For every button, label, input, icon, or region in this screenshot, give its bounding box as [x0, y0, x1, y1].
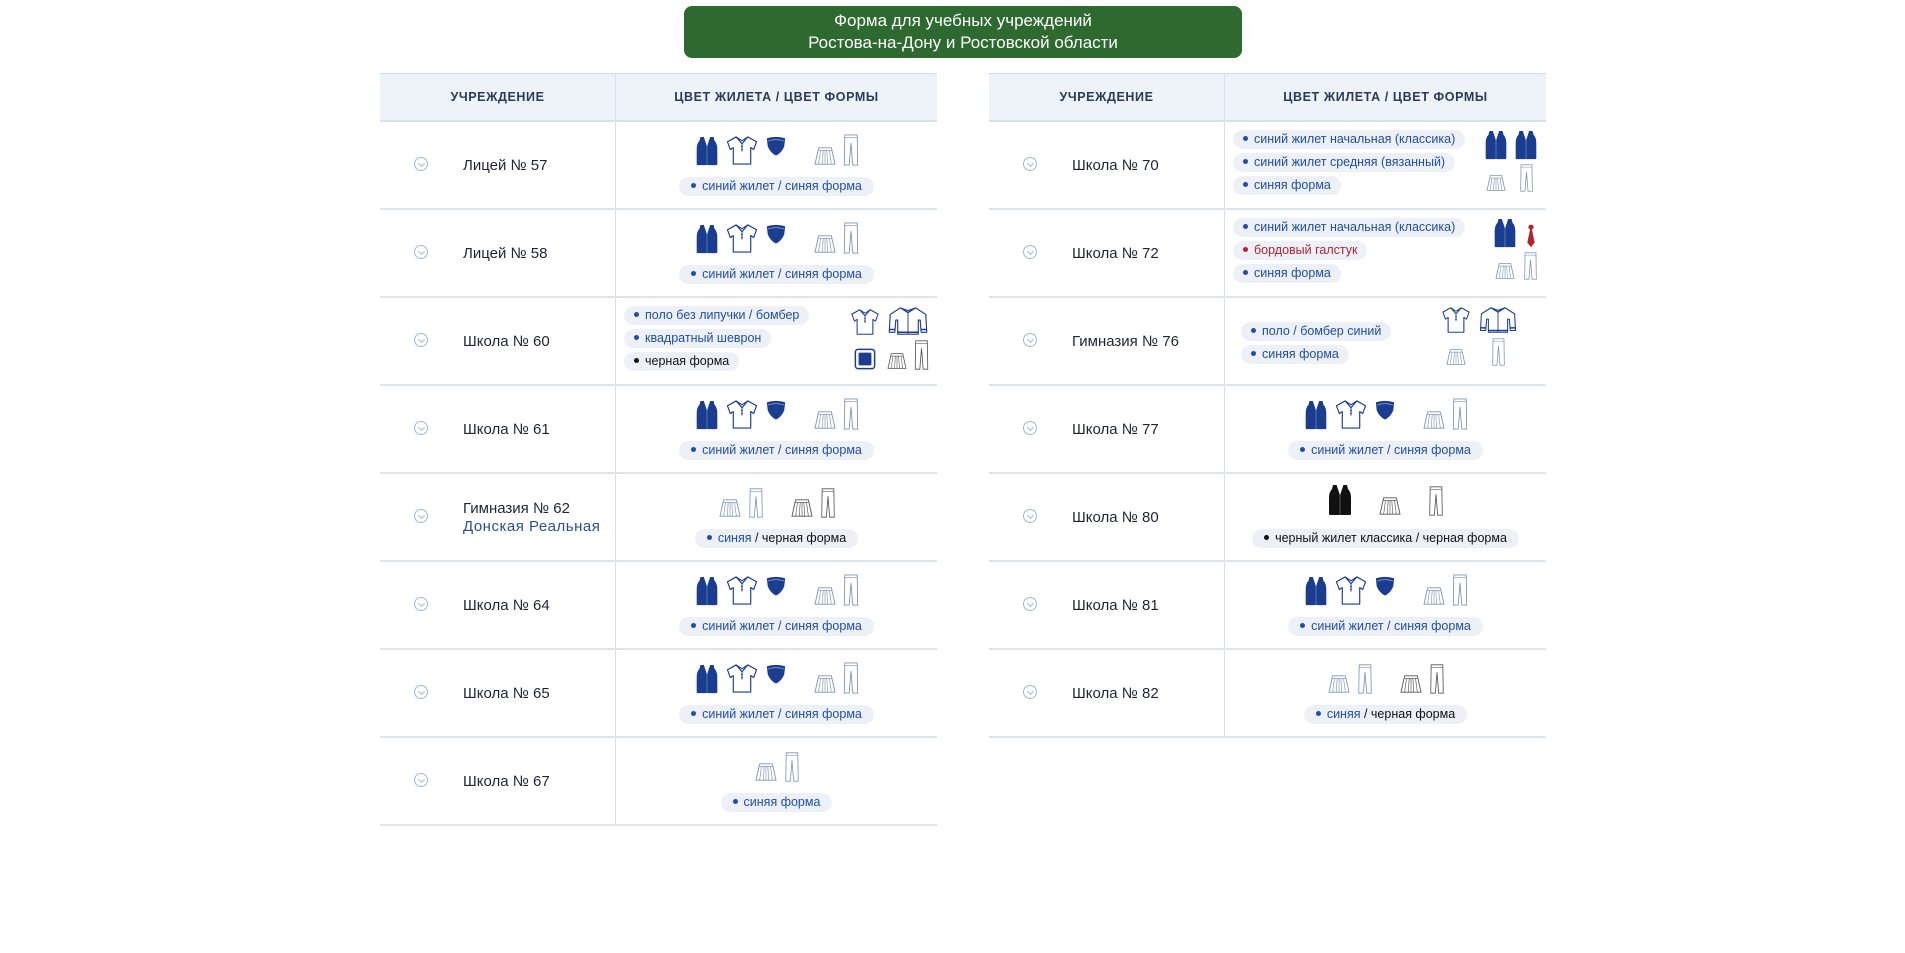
institution-name: Школа № 70 — [1072, 156, 1159, 174]
uniform-tag: синий жилет / синяя форма — [679, 441, 874, 460]
skirt-icon — [886, 352, 908, 370]
institution-name: Гимназия № 76 — [1072, 332, 1179, 350]
skirt-icon — [1327, 674, 1351, 694]
vest-icon — [695, 664, 719, 694]
institution-name: Школа № 80 — [1072, 508, 1159, 526]
chevron-patch-icon — [1374, 576, 1396, 597]
table-row[interactable] — [380, 562, 937, 650]
vest-icon — [1304, 576, 1328, 606]
uniform-tag: черный жилет классика / черная форма — [1252, 529, 1519, 548]
chevron-down-icon[interactable] — [414, 773, 428, 787]
chevron-down-icon[interactable] — [1023, 245, 1037, 259]
vest-icon — [1484, 130, 1508, 160]
trousers-icon — [1429, 664, 1445, 694]
skirt-icon — [813, 410, 837, 430]
header-color: ЦВЕТ ЖИЛЕТА / ЦВЕТ ФОРМЫ — [674, 90, 879, 104]
trousers-icon — [1452, 574, 1468, 606]
trousers-icon — [843, 662, 859, 694]
chevron-down-icon[interactable] — [414, 685, 428, 699]
uniform-tag: черная форма — [624, 352, 739, 371]
trousers-icon — [784, 752, 800, 782]
uniform-tag: синяя форма — [1233, 264, 1341, 283]
chevron-down-icon[interactable] — [1023, 685, 1037, 699]
page-banner — [684, 6, 1242, 58]
chevron-down-icon[interactable] — [1023, 597, 1037, 611]
chevron-patch-icon — [765, 136, 787, 157]
table-header — [989, 74, 1546, 122]
institution-name: Школа № 61 — [463, 420, 550, 438]
vest-icon — [1514, 130, 1538, 160]
vest-icon — [1304, 400, 1328, 430]
uniform-tag: синий жилет / синяя форма — [679, 177, 874, 196]
uniform-tag: синий жилет средняя (вязанный) — [1233, 153, 1455, 172]
vest-icon — [1328, 484, 1352, 516]
institution-name: Лицей № 58 — [463, 244, 548, 262]
institution-name: Школа № 64 — [463, 596, 550, 614]
skirt-icon — [1445, 348, 1467, 366]
table-row[interactable] — [380, 650, 937, 738]
polo-icon — [725, 575, 759, 606]
square-patch-icon — [854, 348, 876, 370]
tie-icon — [1524, 224, 1538, 248]
trousers-icon — [1519, 164, 1534, 192]
vest-icon — [695, 400, 719, 430]
vest-icon — [1493, 218, 1517, 248]
skirt-icon — [1494, 262, 1516, 280]
trousers-icon — [748, 488, 764, 518]
institution-name: Школа № 77 — [1072, 420, 1159, 438]
header-color: ЦВЕТ ЖИЛЕТА / ЦВЕТ ФОРМЫ — [1283, 90, 1488, 104]
chevron-patch-icon — [765, 400, 787, 421]
skirt-icon — [1485, 174, 1507, 192]
trousers-icon — [843, 222, 859, 254]
uniform-tag: синий жилет / синяя форма — [679, 705, 874, 724]
polo-icon — [1334, 399, 1368, 430]
institution-name: Гимназия № 62 Донская Реальная — [463, 499, 601, 535]
uniform-tag: синий жилет / синяя форма — [679, 265, 874, 284]
bomber-icon — [887, 306, 929, 336]
polo-icon — [725, 135, 759, 166]
chevron-down-icon[interactable] — [414, 509, 428, 523]
table-row[interactable] — [989, 650, 1546, 738]
uniform-tag: бордовый галстук — [1233, 241, 1367, 260]
institution-name: Школа № 65 — [463, 684, 550, 702]
trousers-icon — [843, 574, 859, 606]
table-row[interactable] — [380, 122, 937, 210]
chevron-down-icon[interactable] — [414, 333, 428, 347]
chevron-patch-icon — [765, 664, 787, 685]
skirt-icon — [1422, 410, 1446, 430]
chevron-down-icon[interactable] — [414, 421, 428, 435]
uniform-table-right — [989, 73, 1546, 738]
uniform-tag: синяя форма — [1241, 345, 1349, 364]
trousers-icon — [843, 134, 859, 166]
chevron-down-icon[interactable] — [414, 597, 428, 611]
uniform-tag: синий жилет / синяя форма — [1288, 441, 1483, 460]
uniform-tag: синий жилет начальная (классика) — [1233, 130, 1465, 149]
chevron-down-icon[interactable] — [1023, 421, 1037, 435]
polo-icon — [725, 223, 759, 254]
skirt-icon — [718, 498, 742, 518]
uniform-tag: синяя / черная форма — [695, 529, 858, 548]
trousers-icon — [843, 398, 859, 430]
vest-icon — [695, 224, 719, 254]
uniform-tag: синий жилет / синяя форма — [679, 617, 874, 636]
table-row[interactable] — [380, 298, 937, 386]
chevron-patch-icon — [1374, 400, 1396, 421]
skirt-icon — [1399, 674, 1423, 694]
uniform-tag: поло / бомбер синий — [1241, 322, 1391, 341]
banner-title-line-2: Ростова-на-Дону и Ростовской области — [808, 33, 1118, 52]
table-row[interactable] — [989, 298, 1546, 386]
trousers-icon — [820, 488, 836, 518]
trousers-icon — [1452, 398, 1468, 430]
uniform-tag: синяя форма — [1233, 176, 1341, 195]
table-row[interactable] — [989, 122, 1546, 210]
polo-icon — [725, 663, 759, 694]
chevron-down-icon[interactable] — [1023, 509, 1037, 523]
trousers-icon — [914, 340, 929, 370]
table-row[interactable] — [380, 210, 937, 298]
skirt-icon — [1422, 586, 1446, 606]
chevron-down-icon[interactable] — [414, 157, 428, 171]
banner-title-line-1: Форма для учебных учреждений — [834, 11, 1092, 30]
institution-subtitle: Донская Реальная — [463, 517, 601, 535]
trousers-icon — [1491, 338, 1506, 366]
table-header — [380, 74, 937, 122]
polo-icon — [850, 308, 880, 336]
polo-icon — [1334, 575, 1368, 606]
chevron-patch-icon — [765, 576, 787, 597]
chevron-down-icon[interactable] — [1023, 157, 1037, 171]
header-institution: УЧРЕЖДЕНИЕ — [989, 74, 1225, 120]
table-row[interactable] — [380, 386, 937, 474]
skirt-icon — [813, 586, 837, 606]
uniform-tag: квадратный шеврон — [624, 329, 771, 348]
bomber-icon — [1478, 306, 1518, 334]
institution-name: Школа № 60 — [463, 332, 550, 350]
skirt-icon — [813, 146, 837, 166]
uniform-tag: поло без липучки / бомбер — [624, 306, 809, 325]
trousers-icon — [1357, 664, 1373, 694]
uniform-tag: синяя / черная форма — [1304, 705, 1467, 724]
skirt-icon — [754, 762, 778, 782]
institution-name: Лицей № 57 — [463, 156, 548, 174]
skirt-icon — [1378, 496, 1402, 516]
skirt-icon — [790, 498, 814, 518]
table-row[interactable] — [989, 210, 1546, 298]
institution-name: Школа № 81 — [1072, 596, 1159, 614]
polo-icon — [1440, 306, 1472, 334]
institution-name: Школа № 67 — [463, 772, 550, 790]
vest-icon — [695, 576, 719, 606]
table-row[interactable] — [989, 386, 1546, 474]
institution-name: Школа № 72 — [1072, 244, 1159, 262]
uniform-tag: синий жилет начальная (классика) — [1233, 218, 1465, 237]
chevron-down-icon[interactable] — [414, 245, 428, 259]
polo-icon — [725, 399, 759, 430]
vest-icon — [695, 136, 719, 166]
header-institution: УЧРЕЖДЕНИЕ — [380, 74, 616, 120]
table-row[interactable] — [380, 474, 937, 562]
uniform-table-left — [380, 73, 937, 826]
institution-name: Школа № 82 — [1072, 684, 1159, 702]
table-row[interactable] — [989, 474, 1546, 562]
skirt-icon — [813, 674, 837, 694]
skirt-icon — [813, 234, 837, 254]
table-row[interactable] — [380, 738, 937, 826]
chevron-down-icon[interactable] — [1023, 333, 1037, 347]
uniform-tag: синий жилет / синяя форма — [1288, 617, 1483, 636]
uniform-tag: синяя форма — [721, 793, 833, 812]
table-row[interactable] — [989, 562, 1546, 650]
trousers-icon — [1428, 486, 1444, 516]
trousers-icon — [1523, 252, 1538, 280]
chevron-patch-icon — [765, 224, 787, 245]
